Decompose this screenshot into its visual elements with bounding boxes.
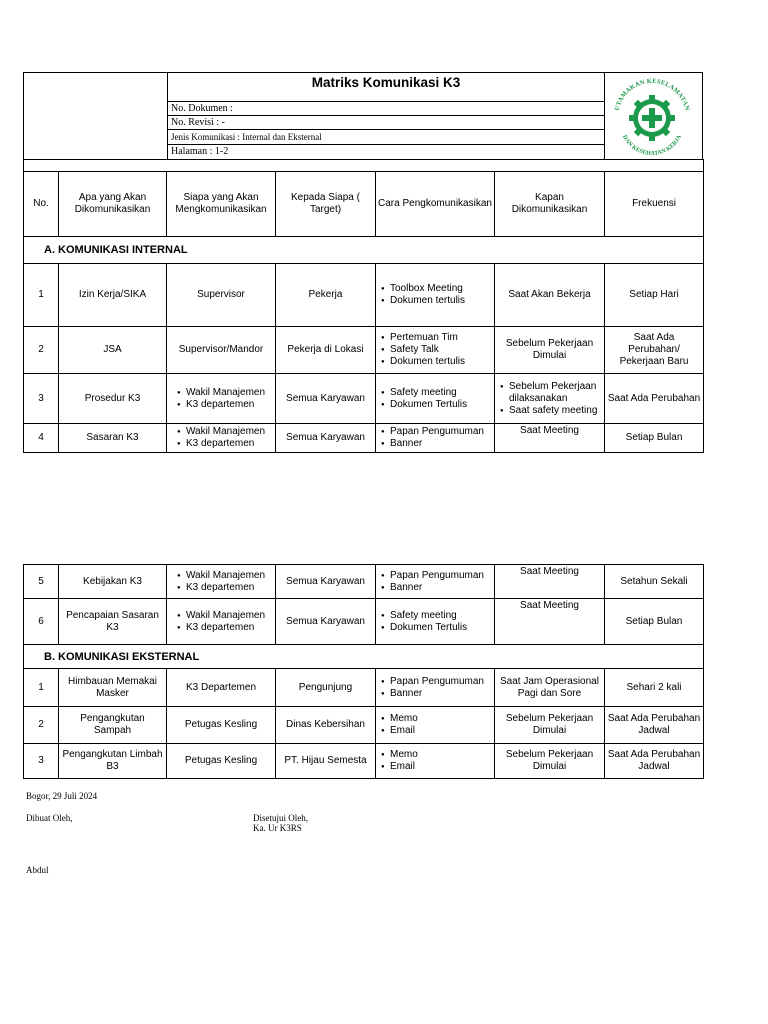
row-number: 6	[24, 599, 59, 645]
bullet-item: ● Papan Pengumuman	[381, 570, 492, 582]
method-cell	[376, 744, 495, 779]
topic-cell: Izin Kerja/SIKA	[59, 264, 167, 327]
frequency-cell: Saat Ada Perubahan Jadwal	[605, 744, 704, 779]
approved-by-label: Disetujui Oleh,	[253, 813, 308, 823]
bullet-item: ● Safety Talk	[381, 344, 492, 356]
communication-matrix-table-continued	[23, 564, 704, 779]
halaman: Halaman : 1-2	[168, 144, 604, 158]
bullet-item: ● Toolbox Meeting	[381, 283, 492, 295]
bullet-item: ● Safety meeting	[381, 387, 492, 399]
bullet-item: ● Pertemuan Tim	[381, 332, 492, 344]
column-header: No.	[24, 172, 59, 237]
topic-cell: Himbauan Memakai Masker	[59, 669, 167, 707]
bullet-list	[378, 570, 492, 594]
frequency-cell: Saat Ada Perubahan	[605, 374, 704, 424]
section-row	[24, 237, 704, 264]
bullet-item: ● Wakil Manajemen	[177, 387, 265, 399]
table-header-row	[24, 172, 704, 237]
logo-text-top: UTAMAKAN KESELAMATAN	[613, 77, 691, 112]
bullet-item: ● Safety meeting	[381, 610, 492, 622]
preparer-name: Abdul	[26, 865, 49, 875]
table-row	[24, 327, 704, 374]
jenis-komunikasi: Jenis Komunikasi : Internal dan Eksternal	[168, 129, 604, 143]
bullet-list	[378, 749, 492, 773]
prepared-by-label: Dibuat Oleh,	[26, 813, 73, 823]
target-cell: Pengunjung	[276, 669, 376, 707]
timing-cell	[495, 565, 605, 599]
topic-cell: Pengangkutan Sampah	[59, 707, 167, 744]
cell-line: Petugas Kesling	[184, 719, 258, 730]
row-number: 3	[24, 744, 59, 779]
cell-line: Supervisor/Mandor	[178, 344, 264, 355]
bullet-list	[378, 713, 492, 737]
section-row	[24, 645, 704, 669]
row-number: 2	[24, 707, 59, 744]
target-cell: Semua Karyawan	[276, 565, 376, 599]
table-row	[24, 374, 704, 424]
method-cell	[376, 669, 495, 707]
topic-cell: Kebijakan K3	[59, 565, 167, 599]
timing-cell	[495, 707, 605, 744]
bullet-item: ● Dokumen Tertulis	[381, 622, 492, 634]
timing-cell	[495, 744, 605, 779]
target-cell: PT. Hijau Semesta	[276, 744, 376, 779]
bullet-list	[177, 610, 265, 634]
bullet-item: ● Memo	[381, 713, 492, 725]
frequency-cell: Setiap Hari	[605, 264, 704, 327]
bullet-item: ● Dokumen tertulis	[381, 295, 492, 307]
topic-cell: Pencapaian Sasaran K3	[59, 599, 167, 645]
communication-matrix-table	[23, 159, 704, 453]
cell-line: Saat Akan Bekerja	[508, 289, 591, 300]
topic-cell: Pengangkutan Limbah B3	[59, 744, 167, 779]
bullet-item: ● Memo	[381, 749, 492, 761]
bullet-item: ● Saat safety meeting	[500, 405, 602, 417]
bullet-item: ● Email	[381, 761, 492, 773]
cell-line: Petugas Kesling	[184, 755, 258, 766]
row-number: 2	[24, 327, 59, 374]
row-number: 4	[24, 424, 59, 453]
timing-cell	[495, 424, 605, 453]
timing-cell	[495, 327, 605, 374]
target-cell: Pekerja di Lokasi	[276, 327, 376, 374]
table-row	[24, 707, 704, 744]
bullet-list	[378, 283, 492, 307]
frequency-cell: Setiap Bulan	[605, 599, 704, 645]
table-row	[24, 744, 704, 779]
bullet-list	[378, 387, 492, 411]
row-number: 1	[24, 669, 59, 707]
bullet-item: ● Sebelum Pekerjaan dilaksanakan	[500, 381, 602, 405]
bullet-item: ● K3 departemen	[177, 399, 265, 411]
communicator-cell	[167, 565, 276, 599]
cell-line: Saat Meeting	[520, 600, 579, 611]
frequency-cell: Sehari 2 kali	[605, 669, 704, 707]
section-internal-label: A. KOMUNIKASI INTERNAL	[24, 237, 704, 264]
column-header: Kapan Dikomunikasikan	[495, 172, 605, 237]
divider	[604, 73, 605, 159]
column-header: Frekuensi	[605, 172, 704, 237]
table-row	[24, 669, 704, 707]
communicator-cell	[167, 744, 276, 779]
bullet-item: ● Banner	[381, 688, 492, 700]
frequency-cell: Setiap Bulan	[605, 424, 704, 453]
bullet-item: ● Banner	[381, 438, 492, 450]
table-row	[24, 264, 704, 327]
target-cell: Semua Karyawan	[276, 374, 376, 424]
bullet-item: ● K3 departemen	[177, 438, 265, 450]
bullet-item: ● Dokumen tertulis	[381, 356, 492, 368]
spacer-row	[24, 160, 704, 172]
method-cell	[376, 599, 495, 645]
cell-line: K3 Departemen	[185, 681, 257, 693]
bullet-item: ● K3 departemen	[177, 622, 265, 634]
communicator-cell	[167, 599, 276, 645]
section-external-label: B. KOMUNIKASI EKSTERNAL	[24, 645, 704, 669]
document-header	[23, 72, 703, 160]
timing-cell	[495, 264, 605, 327]
cell-line: Sebelum Pekerjaan Dimulai	[505, 338, 594, 361]
topic-cell: JSA	[59, 327, 167, 374]
no-dokumen: No. Dokumen :	[168, 101, 604, 115]
target-cell: Semua Karyawan	[276, 424, 376, 453]
communicator-cell	[167, 327, 276, 374]
method-cell	[376, 327, 495, 374]
communicator-cell	[167, 669, 276, 707]
timing-cell	[495, 599, 605, 645]
column-header: Apa yang Akan Dikomunikasikan	[59, 172, 167, 237]
bullet-list	[378, 676, 492, 700]
cell-line: Saat Meeting	[520, 425, 579, 436]
frequency-cell: Setahun Sekali	[605, 565, 704, 599]
bullet-list	[177, 387, 265, 411]
communicator-cell	[167, 707, 276, 744]
cell-line: Supervisor	[197, 289, 245, 300]
no-revisi: No. Revisi : -	[168, 115, 604, 129]
bullet-item: ● Wakil Manajemen	[177, 570, 265, 582]
communicator-cell	[167, 374, 276, 424]
bullet-item: ● Dokumen Tertulis	[381, 399, 492, 411]
cell-line: Sebelum Pekerjaan Dimulai	[505, 749, 594, 772]
table-row	[24, 424, 704, 453]
document-title: Matriks Komunikasi K3	[311, 75, 461, 90]
row-number: 1	[24, 264, 59, 327]
method-cell	[376, 707, 495, 744]
bullet-item: ● Banner	[381, 582, 492, 594]
timing-cell	[495, 374, 605, 424]
column-header: Kepada Siapa ( Target)	[276, 172, 376, 237]
method-cell	[376, 264, 495, 327]
target-cell: Dinas Kebersihan	[276, 707, 376, 744]
table-row	[24, 565, 704, 599]
row-number: 5	[24, 565, 59, 599]
bullet-list	[177, 426, 265, 450]
method-cell	[376, 424, 495, 453]
logo-text-bottom: DAN KESEHATAN KERJA	[620, 134, 684, 155]
frequency-cell: Saat Ada Perubahan/ Pekerjaan Baru	[605, 327, 704, 374]
row-number: 3	[24, 374, 59, 424]
bullet-list	[177, 570, 265, 594]
bullet-item: ● Papan Pengumuman	[381, 676, 492, 688]
bullet-list	[378, 332, 492, 368]
bullet-list	[378, 426, 492, 450]
method-cell	[376, 374, 495, 424]
bullet-item: ● Wakil Manajemen	[177, 426, 265, 438]
frequency-cell: Saat Ada Perubahan Jadwal	[605, 707, 704, 744]
cell-line: Sebelum Pekerjaan Dimulai	[505, 713, 594, 736]
target-cell: Semua Karyawan	[276, 599, 376, 645]
bullet-item: ● Wakil Manajemen	[177, 610, 265, 622]
place-date: Bogor, 29 Juli 2024	[26, 791, 98, 801]
target-cell: Pekerja	[276, 264, 376, 327]
bullet-list	[378, 610, 492, 634]
column-header: Siapa yang Akan Mengkomunikasikan	[167, 172, 276, 237]
communicator-cell	[167, 264, 276, 327]
column-header: Cara Pengkomunikasikan	[376, 172, 495, 237]
k3-logo	[606, 77, 698, 155]
bullet-item: ● K3 departemen	[177, 582, 265, 594]
table-row	[24, 599, 704, 645]
method-cell	[376, 565, 495, 599]
cell-line: Saat Jam Operasional Pagi dan Sore	[500, 675, 599, 699]
bullet-item: ● Email	[381, 725, 492, 737]
bullet-item: ● Papan Pengumuman	[381, 426, 492, 438]
timing-cell	[495, 669, 605, 707]
bullet-list	[497, 381, 602, 417]
approver-title: Ka. Ur K3RS	[253, 823, 302, 833]
topic-cell: Sasaran K3	[59, 424, 167, 453]
topic-cell: Prosedur K3	[59, 374, 167, 424]
communicator-cell	[167, 424, 276, 453]
cell-line: Saat Meeting	[520, 566, 579, 577]
